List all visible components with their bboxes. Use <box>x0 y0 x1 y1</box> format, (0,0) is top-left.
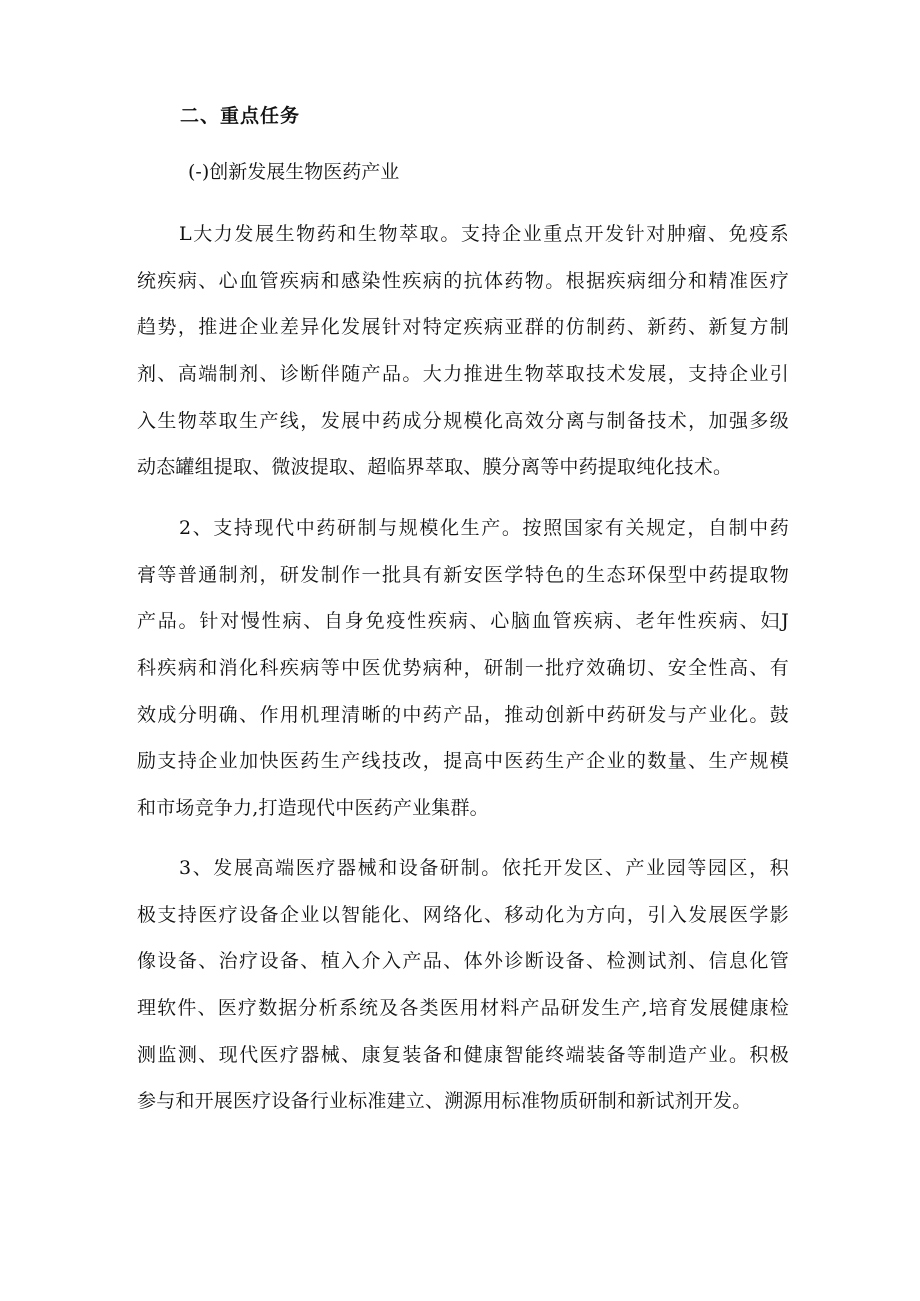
paragraph-line: 3、发展高端医疗器械和设备研制。依托开发区、产业园等园区，积 <box>179 857 789 879</box>
paragraph-line: 和市场竞争力,打造现代中医药产业集群。 <box>137 797 489 820</box>
paragraph-line: 动态罐组提取、微波提取、超临界萃取、膜分离等中药提取纯化技术。 <box>137 456 733 479</box>
paragraph-tcm <box>137 505 789 832</box>
paragraph-line: 理软件、医疗数据分析系统及各类医用材料产品研发生产,培育发展健康检 <box>137 997 789 1020</box>
section-heading: 二、重点任务 <box>180 105 301 127</box>
paragraph-line: 剂、高端制剂、诊断伴随产品。大力推进生物萃取技术发展，支持企业引 <box>137 363 789 386</box>
paragraph-biopharma <box>137 211 789 491</box>
paragraph-line: 科疾病和消化科疾病等中医优势病种，研制一批疗效确切、安全性高、有 <box>137 657 789 680</box>
paragraph-line: 励支持企业加快医药生产线技改，提高中医药生产企业的数量、生产规模 <box>137 750 789 773</box>
paragraph-line: 极支持医疗设备企业以智能化、网络化、移动化为方向，引入发展医学影 <box>137 903 789 926</box>
paragraph-line: 入生物萃取生产线，发展中药成分规模化高效分离与制备技术，加强多级 <box>137 409 789 432</box>
paragraph-line: 参与和开展医疗设备行业标准建立、溯源用标准物质研制和新试剂开发。 <box>137 1090 752 1113</box>
paragraph-line: 膏等普通制剂，研发制作一批具有新安医学特色的生态环保型中药提取物 <box>137 563 789 586</box>
paragraph-line: 像设备、治疗设备、植入介入产品、体外诊断设备、检测试剂、信息化管 <box>137 950 789 973</box>
paragraph-medical-devices <box>137 845 789 1125</box>
paragraph-line: 产品。针对慢性病、自身免疫性疾病、心脑血管疾病、老年性疾病、妇J <box>137 610 789 633</box>
paragraph-line: 趋势，推进企业差异化发展针对特定疾病亚群的仿制药、新药、新复方制 <box>137 316 789 339</box>
paragraph-line: L大力发展生物药和生物萃取。支持企业重点开发针对肿瘤、免疫系 <box>179 223 789 245</box>
paragraph-line: 效成分明确、作用机理清晰的中药产品，推动创新中药研发与产业化。鼓 <box>137 703 789 726</box>
paragraph-line: 2、支持现代中药研制与规模化生产。按照国家有关规定，自制中药 <box>179 517 789 539</box>
paragraph-line: 测监测、现代医疗器械、康复装备和健康智能终端装备等制造产业。积极 <box>137 1043 789 1066</box>
section-subheading: (-)创新发展生物医药产业 <box>188 161 400 183</box>
paragraph-line: 统疾病、心血管疾病和感染性疾病的抗体药物。根据疾病细分和精准医疗 <box>137 269 789 292</box>
